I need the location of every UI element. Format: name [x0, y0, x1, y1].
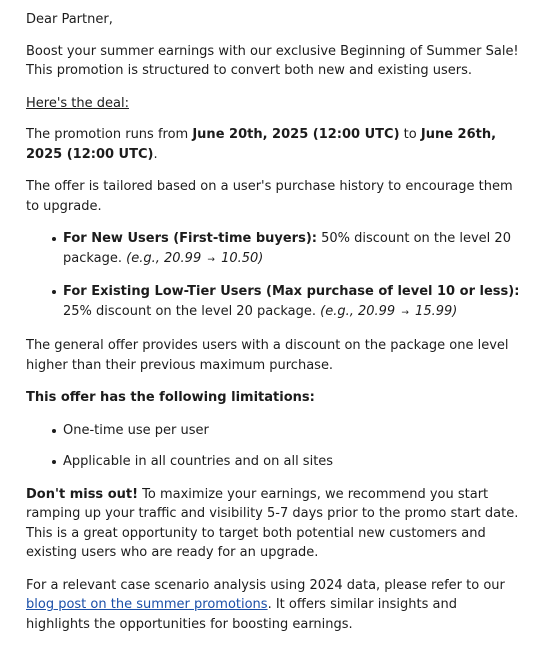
limitations-list — [26, 421, 520, 472]
offer-title: For New Users (First-time buyers): — [63, 231, 317, 246]
intro-paragraph: Boost your summer earnings with our exclusive Beginning of Summer Sale! This promotion is structured to convert both new and existing users. — [26, 43, 519, 78]
offer-title: For Existing Low-Tier Users (Max purchase of level 10 or less): — [63, 284, 520, 299]
deal-heading: Here's the deal: — [26, 95, 129, 111]
dates-paragraph — [26, 125, 520, 164]
dates-suffix: . — [153, 146, 158, 162]
example-to: 15.99) — [415, 303, 458, 319]
offer-existing-users — [63, 282, 520, 323]
example-from: (e.g., 20.99 — [126, 250, 202, 266]
offer-example — [320, 304, 457, 319]
offer-example — [126, 251, 263, 266]
offer-text: 25% discount on the level 20 package. — [63, 303, 321, 319]
arrow-right-icon: → — [401, 307, 409, 318]
cta-text: To maximize your earnings, we recommend you start ramping up your traffic and visibility 5-7 days prior to the promo start date. This is a great opportunity to target both potential new customers and existing users who are ready for an upgrade. — [26, 486, 519, 560]
start-date: June 20th, 2025 (12:00 UTC) — [192, 127, 400, 142]
closing-prefix: For a relevant case scenario analysis using 2024 data, please refer to our — [26, 577, 505, 593]
arrow-right-icon: → — [207, 254, 215, 265]
tailored-paragraph: The offer is tailored based on a user's purchase history to encourage them to upgrade. — [26, 179, 513, 214]
greeting: Dear Partner, — [26, 12, 113, 27]
limitations-heading — [26, 388, 520, 408]
limitation-item: Applicable in all countries and on all sites — [63, 452, 520, 472]
closing-paragraph — [26, 576, 520, 635]
blog-post-link[interactable]: blog post on the summer promotions — [26, 597, 268, 612]
offer-text: 50% discount on the level 20 package. — [63, 231, 511, 266]
example-from: (e.g., 20.99 — [320, 303, 396, 319]
limitation-item: One-time use per user — [63, 421, 520, 441]
end-date: June 26th, 2025 (12:00 UTC) — [26, 127, 497, 162]
cta-paragraph — [26, 485, 520, 563]
offers-list — [26, 229, 520, 323]
dates-middle: to — [399, 127, 421, 142]
example-to: 10.50) — [221, 250, 264, 266]
closing-suffix: . It offers similar insights and highlights the opportunities for boosting earnings. — [26, 597, 457, 632]
cta-bold: Don't miss out! — [26, 486, 139, 502]
dates-prefix: The promotion runs from — [26, 127, 193, 142]
general-offer-paragraph: The general offer provides users with a discount on the package one level higher than their previous maximum purchase. — [26, 338, 509, 373]
offer-new-users — [63, 229, 520, 270]
limitations-heading-text: This offer has the following limitations: — [26, 390, 315, 405]
